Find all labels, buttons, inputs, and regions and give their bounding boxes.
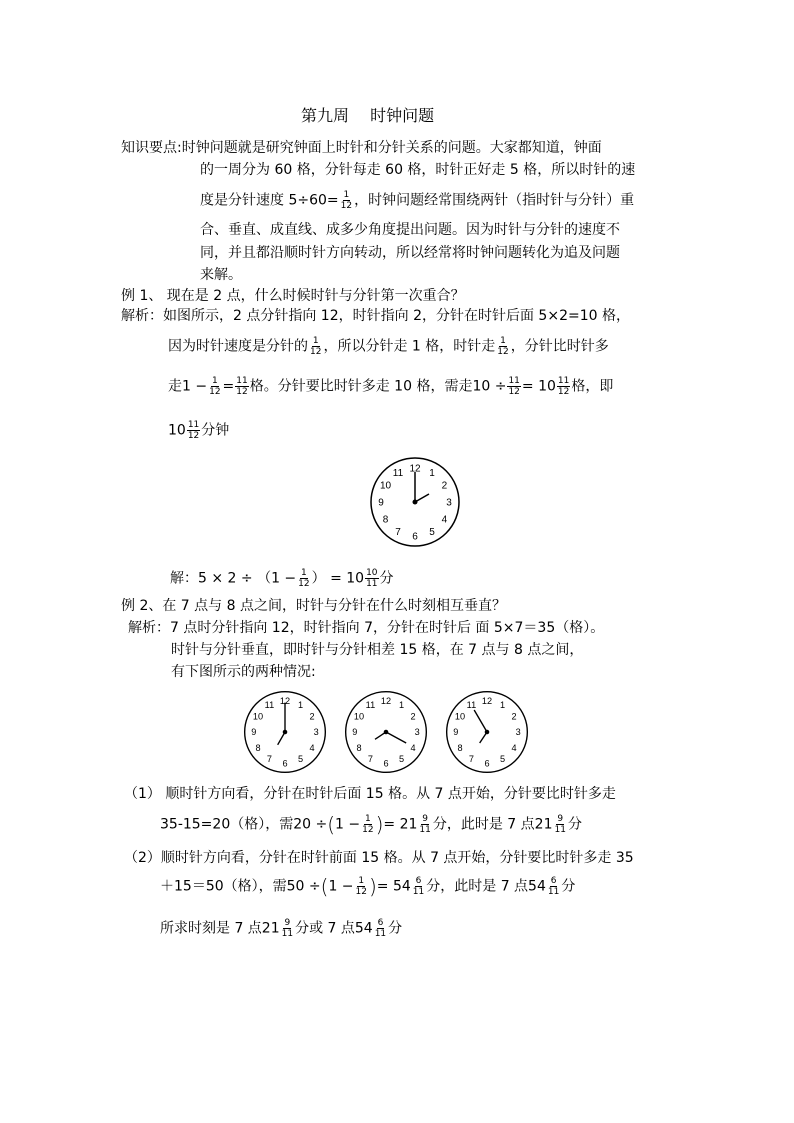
ex2-analysis-1: 解析：7 点时分针指向 12，时针指向 7，分针在时针后 面 5×7＝35（格）。 xyxy=(128,620,605,636)
ex2-answer: 所求时刻是 7 点21 $\frac{9}{11}$ 分或 7 点54 $\frac{6}{11}$ 分 xyxy=(160,918,403,939)
minute-hand xyxy=(474,710,487,732)
ex1-solution: 解：5 × 2 ÷ （1 − $\frac{1}{12}$ ） = 10 $\frac{10}{11}$ 分 xyxy=(170,568,394,589)
clock-number: 6 xyxy=(282,758,288,769)
clock-number: 8 xyxy=(255,742,261,753)
clock-number: 10 xyxy=(252,711,264,722)
clock-number: 1 xyxy=(298,700,304,711)
clock-number: 5 xyxy=(399,754,405,765)
clock-number: 2 xyxy=(441,480,448,492)
clock-number: 8 xyxy=(356,742,362,753)
clock-seven-oclock xyxy=(241,688,329,776)
clock-number: 3 xyxy=(446,497,452,509)
clock-number: 7 xyxy=(468,754,474,765)
clock-number: 8 xyxy=(457,742,463,753)
page-title: 第九周 时钟问题 xyxy=(301,106,435,125)
ex1-analysis-2: 因为时针速度是分针的 $\frac{1}{12}$ ，所以分针走 1 格，时针走 $\frac{1}{12}$ ，分针比时针多 xyxy=(168,336,609,357)
clock-number: 12 xyxy=(409,463,421,475)
clock-number: 11 xyxy=(466,700,477,711)
clock-number: 12 xyxy=(481,696,493,707)
clock-number: 4 xyxy=(511,742,517,753)
clock-number: 1 xyxy=(500,700,506,711)
clock-perpendicular-case-1 xyxy=(342,688,430,776)
clock-number: 12 xyxy=(279,696,291,707)
clock-number: 5 xyxy=(500,754,506,765)
clock-number: 2 xyxy=(511,711,517,722)
clock-number: 9 xyxy=(251,727,257,738)
clock-number: 3 xyxy=(414,727,420,738)
clock-number: 1 xyxy=(429,468,435,480)
clock-number: 6 xyxy=(412,531,418,543)
clock-number: 12 xyxy=(380,696,392,707)
clock-number: 7 xyxy=(395,526,401,538)
clock-number: 2 xyxy=(410,711,416,722)
clock-number: 9 xyxy=(378,497,384,509)
clock-number: 9 xyxy=(453,727,459,738)
clock-number: 11 xyxy=(392,468,404,480)
clock-perpendicular-case-2 xyxy=(443,688,531,776)
clock-number: 10 xyxy=(454,711,466,722)
ex2-analysis-2: 时针与分针垂直，即时针与分针相差 15 格，在 7 点与 8 点之间， xyxy=(171,642,584,658)
ex1-analysis-4: 10 $\frac{11}{12}$ 分钟 xyxy=(168,420,230,441)
clock-number: 4 xyxy=(309,742,315,753)
ex1-analysis-1: 解析：如图所示，2 点分针指向 12，时针指向 2，分针在时针后面 5×2=10 格， xyxy=(121,308,630,324)
clock-number: 7 xyxy=(266,754,272,765)
clock-number: 10 xyxy=(353,711,365,722)
knowledge-lead: 知识要点:时钟问题就是研究钟面上时针和分针关系的问题。大家都知道，钟面 xyxy=(121,140,602,156)
clock-number: 8 xyxy=(382,514,389,526)
clock-number: 5 xyxy=(298,754,304,765)
knowledge-line-3: 度是分针速度 5÷60= $\frac{1}{12}$ ，时钟问题经常围绕两针（指时针与分针）重 xyxy=(200,190,635,211)
clock-number: 9 xyxy=(352,727,358,738)
clock-number: 6 xyxy=(383,758,389,769)
ex2-case2-line2: ＋15＝50（格），需50 ÷(1 − $\frac{1}{12}$ )= 54 $\frac{6}{11}$ 分，此时是 7 点54 $\frac{6}{11}$ 分 xyxy=(160,874,576,899)
ex2-case2-line1: （2）顺时针方向看，分针在时针前面 15 格。从 7 点开始，分针要比时针多走 35 xyxy=(124,850,634,866)
ex1-analysis-3: 走1 − $\frac{1}{12}$ = $\frac{11}{12}$ 格。分针要比时针多走 10 格，需走10 ÷ $\frac{11}{12}$ = 10 $\frac{11}{12}$ 格，即 xyxy=(168,376,614,397)
knowledge-line-6: 来解。 xyxy=(200,267,242,283)
clock-number: 11 xyxy=(365,700,376,711)
clock-number: 5 xyxy=(429,526,435,538)
knowledge-line-2: 的一周分为 60 格，分针每走 60 格，时针正好走 5 格，所以时针的速 xyxy=(200,162,636,178)
clock-center xyxy=(413,500,418,505)
clock-number: 10 xyxy=(379,480,392,492)
knowledge-line-5: 同，并且都沿顺时针方向转动，所以经常将时钟问题转化为追及问题 xyxy=(200,245,620,261)
ex2-case1-line2: 35-15=20（格），需20 ÷(1 − $\frac{1}{12}$ )= 21 $\frac{9}{11}$ 分，此时是 7 点21 $\frac{9}{11}$ 分 xyxy=(160,812,582,837)
clock-number: 6 xyxy=(484,758,490,769)
minute-hand xyxy=(386,732,406,743)
ex2-case1-line1: （1） 顺时针方向看，分针在时针后面 15 格。从 7 点开始，分针要比时针多走 xyxy=(124,786,616,802)
clock-number: 11 xyxy=(264,700,275,711)
knowledge-line-4: 合、垂直、成直线、成多少角度提出问题。因为时针与分针的速度不 xyxy=(200,222,620,238)
ex1-question: 例 1、 现在是 2 点，什么时候时针与分针第一次重合？ xyxy=(121,288,465,304)
fraction-1-12: $\frac{1}{12}$ xyxy=(340,190,353,211)
clock-number: 1 xyxy=(399,700,405,711)
clock-number: 7 xyxy=(367,754,373,765)
clock-number: 2 xyxy=(309,711,315,722)
clock-number: 3 xyxy=(515,727,521,738)
clock-number: 3 xyxy=(313,727,319,738)
ex2-question: 例 2、在 7 点与 8 点之间，时针与分针在什么时刻相互垂直？ xyxy=(121,598,506,614)
clock-number: 4 xyxy=(441,514,448,526)
clock-number: 4 xyxy=(410,742,416,753)
clock-two-oclock xyxy=(367,454,463,550)
ex2-analysis-3: 有下图所示的两种情况: xyxy=(171,664,316,680)
